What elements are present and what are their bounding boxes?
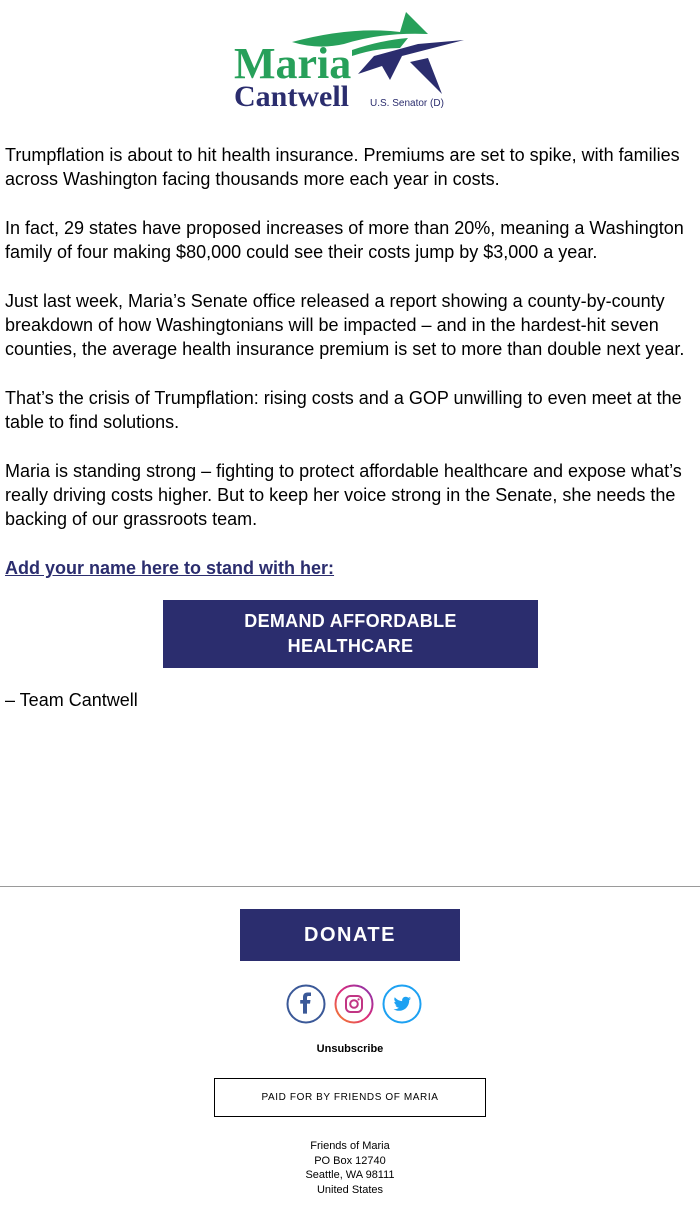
- logo-name-last: Cantwell: [234, 80, 349, 112]
- body-paragraph: That’s the crisis of Trumpflation: rising costs and a GOP unwilling to even meet at the table to find solutions.: [5, 387, 682, 433]
- footer-divider: [0, 886, 700, 887]
- donate-button[interactable]: DONATE: [240, 909, 460, 961]
- body-paragraph: Trumpflation is about to hit health insurance. Premiums are set to spike, with families across Washington facing thousands more each year in costs.: [5, 145, 680, 190]
- address-line: PO Box 12740: [314, 1154, 386, 1167]
- demand-affordable-healthcare-button[interactable]: DEMAND AFFORDABLE HEALTHCARE: [163, 600, 538, 668]
- body-paragraph: Maria is standing strong – fighting to protect affordable healthcare and expose what’s really driving costs higher. But to keep her voice strong in the Senate, she needs the backing of our grassroots team.: [5, 460, 682, 530]
- maria-cantwell-logo: [232, 10, 468, 112]
- body-paragraph: In fact, 29 states have proposed increases of more than 20%, meaning a Washington family of four making $80,000 could see their costs jump by $3,000 a year.: [5, 217, 684, 263]
- signoff: – Team Cantwell: [5, 690, 138, 710]
- email-body: [5, 143, 695, 580]
- twitter-icon[interactable]: [382, 984, 422, 1024]
- add-name-link[interactable]: Add your name here to stand with her:: [5, 558, 335, 579]
- logo-tagline: U.S. Senator (D): [370, 98, 444, 109]
- address-line: Seattle, WA 98111: [305, 1169, 395, 1182]
- mailing-address: [0, 1139, 700, 1198]
- paid-for-text: PAID FOR BY FRIENDS OF MARIA: [261, 1092, 439, 1103]
- facebook-icon[interactable]: [286, 984, 326, 1024]
- unsubscribe-link[interactable]: Unsubscribe: [316, 1043, 384, 1055]
- instagram-icon[interactable]: [334, 984, 374, 1024]
- social-links: [286, 984, 426, 1024]
- cta-link-wrapper: [5, 556, 695, 580]
- paid-for-disclaimer: [214, 1078, 486, 1117]
- address-line: United States: [316, 1184, 384, 1197]
- body-paragraph: Just last week, Maria’s Senate office released a report showing a county-by-county breakdown of how Washingtonians will be impacted – and in the hardest-hit seven counties, the average health insurance premium is set to more than double next year.: [5, 290, 685, 360]
- address-line: Friends of Maria: [310, 1140, 390, 1152]
- logo-name-first: Maria: [234, 39, 352, 88]
